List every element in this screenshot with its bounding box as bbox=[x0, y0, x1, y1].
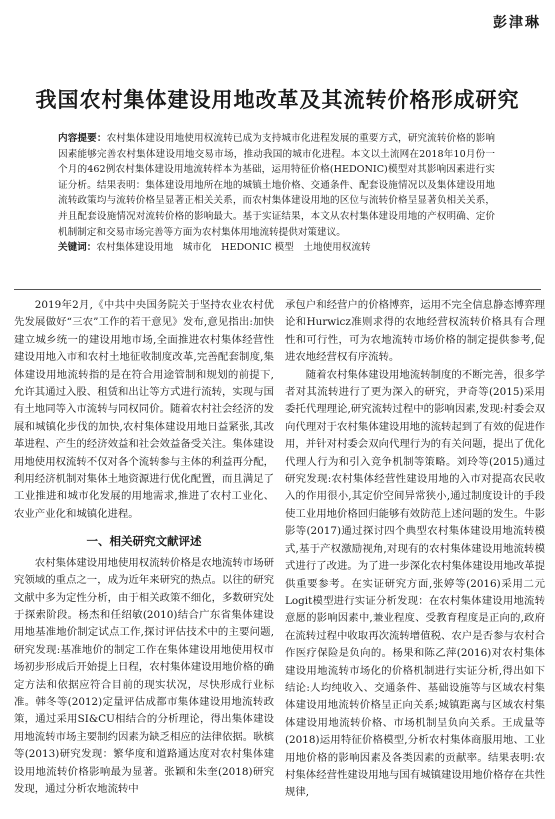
abstract-text: 农村集体建设用地使用权流转已成为支持城市化进程发展的重要方式，研究流转价格的影响因素能够完善农村集体建设用地交易市场，推动我国的城市化进程。本文以土流网在2018年10月份一个月的462例农村集体建设用地流转样本为基础，运用特征价格(HEDONIC)模型对其影响因素进行实证分析。结果表明：集体建设用地所在地的城镇土地价格、交通条件、配套设施情况以及集体建设用地流转政策均与流转价格呈显著正相关关系，而农村集体建设用地的区位与流转价格呈显著负相关关系，并且配套设施情况对流转价格的影响最大。基于实证结果，本文从农村集体建设用地的产权明确、定价机制制定和交易市场完善等方面为农村集体用地流转提供对策建议。 bbox=[58, 133, 496, 238]
keywords-label: 关键词： bbox=[58, 242, 97, 254]
author-name: 彭津琳 bbox=[493, 15, 541, 31]
abstract-paragraph bbox=[58, 131, 495, 240]
abstract-label: 内容提要： bbox=[58, 133, 107, 144]
section-divider bbox=[14, 289, 541, 290]
body-paragraph: 农村集体建设用地使用权流转价格是农地流转市场研究领域的重点之一，成为近年来研究的热点。以往的研究文献中多为定性分析，由于相关政策不细化，多数研究处于探索阶段。杨杰和任绍敏(2010)结合广东省集体建设用地基准地价制定试点工作,探讨评估技术中的主要问题,研究发现:基准地价的制定工作在集体建设用地使用权市场初步形成后开始提上日程，农村集体建设用地价格的确定方法和依据应符合目前的现实状况，尽快形成行业标准。韩冬等(2012)定量评估成都市集体建设用地流转政策，通过采用SI&CU相结合的分析理论，得出集体建设用地流转市场主要制约因素为缺乏相应的法律依据。耿槟等(2013)研究发现：繁华度和道路通达度对农村集体建设用地流转价格影响最为显著。张颖和朱奎(2018)研究发现，通过分析农地流转中 bbox=[14, 556, 274, 795]
keywords-text: 农村集体建设用地 城市化 HEDONIC 模型 土地使用权流转 bbox=[96, 242, 371, 254]
article-title: 我国农村集体建设用地改革及其流转价格形成研究 bbox=[35, 88, 520, 112]
left-column bbox=[14, 297, 274, 798]
body-paragraph: 随着农村集体建设用地流转制度的不断完善，很多学者对其流转进行了更为深入的研究，尹奇等(2015)采用委托代理理论,研究流转过程中的影响因素,发现:村委会双向代理对于农村集体建设用地的流转起到了有效的促进作用，并针对村委会双向代理行为的有关问题，提出了优化代理人行为和引入竞争机制等策略。刘玲等(2015)通过研究发现:农村集体经营性建设用地的入市对提高农民收入的作用很小,其定价空间异常狭小,通过制度设计的手段使工业用地价格回归能够有效防范上述问题的发生。牛影影等(2017)通过探讨四个典型农村集体建设用地流转模式,基于产权激励视角,对现有的农村集体建设用地流转模式进行了改进。为了进一步深化农村集体建设用地改革提供重要参考。在实证研究方面,张婷等(2016)采用二元Logit模型进行实证分析发现：在农村集体建设用地流转意愿的影响因素中,兼业程度、受教育程度是正向的,政府在流转过程中收取再次流转增值税、农户是否参与农村合作医疗保险是负向的。杨果和陈乙萍(2016)对农村集体建设用地流转市场化的价格机制进行实证分析,得出如下结论:人均纯收入、交通条件、基础设施等与区域农村集体建设用地流转价格呈正向关系;城镇距离与区域农村集体建设用地流转价格、市场机制呈负向关系。王成量等(2018)运用特征价格模型,分析农村集体商服用地、工业用地价格的影响因素及各类因素的贡献率。结果表明:农村集体经营性建设用地与国有城镇建设用地价格存在共性规律, bbox=[285, 368, 545, 799]
body-paragraph: 2019年2月,《中共中央国务院关于坚持农业农村优先发展做好“三农”工作的若干意见》发布,意见指出:加快建立城乡统一的建设用地市场,全面推进农村集体经营性建设用地入市和农村土地征收制度改革,完善配套制度,集体建设用地流转指的是在符合用途管制和规划的前提下,允许其通过入股、租赁和出让等方式进行流转，实现与国有土地同等入市流转与同权同价。随着农村社会经济的发展和城镇化步伐的加快,农村集体建设用地日益紧张,其改革进程、产生的经济效益和社会效益备受关注。集体建设用地使用权流转不仅对各个流转参与主体的利益再分配，利用经济机制对集体土地资源进行优化配置，而且满足了工业推进和城市化发展的用地需求,推进了农村工业化、农业产业化和城镇化进程。 bbox=[14, 299, 274, 520]
right-column bbox=[285, 297, 545, 802]
abstract-block bbox=[58, 131, 495, 256]
section-heading: 一、相关研究文献评述 bbox=[86, 534, 202, 549]
body-paragraph: 承包户和经营户的价格博弈，运用不完全信息静态博弈理论和Hurwicz准则求得的农地经营权流转价格具有合理性和可行性，可为农地流转市场价格的制定提供参考,促进农地经营权有序流转。 bbox=[285, 299, 545, 364]
keywords-line bbox=[58, 240, 495, 256]
